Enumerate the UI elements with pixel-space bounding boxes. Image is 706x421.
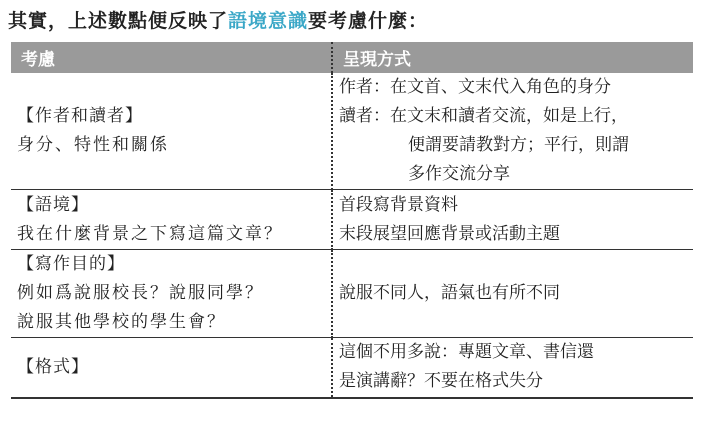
intro-before: 其實，上述數點便反映了	[8, 10, 229, 32]
present-line: 讀者：在文末和讀者交流，如是上行，	[339, 106, 628, 126]
row-title: 【格式】	[17, 356, 89, 377]
row-subtitle: 例如爲說服校長？說服同學？	[17, 283, 264, 303]
table-row	[11, 73, 693, 190]
table-row	[11, 250, 693, 338]
table-header-row	[11, 42, 693, 73]
present-cell	[332, 73, 693, 190]
consider-cell	[11, 250, 332, 338]
row-title: 【語境】	[17, 194, 89, 215]
present-line: 末段展望回應背景或活動主題	[339, 223, 560, 244]
consider-cell	[11, 73, 332, 190]
present-line: 說服不同人，語氣也有所不同	[339, 283, 560, 303]
intro-text	[8, 6, 428, 33]
present-cell	[332, 250, 693, 338]
present-line: 多作交流分享	[408, 164, 510, 184]
present-line: 是演講辭？不要在格式失分	[339, 371, 543, 392]
present-line: 這個不用多說：專題文章、書信還	[339, 342, 594, 363]
considerations-table	[11, 42, 693, 399]
row-subtitle: 我在什麼背景之下寫這篇文章？	[17, 223, 283, 244]
present-line: 便謂要請教對方；平行，則謂	[408, 135, 629, 155]
row-subtitle: 身分、特性和關係	[17, 135, 169, 155]
intro-after: 要考慮什麼：	[308, 10, 429, 32]
header-consider: 考慮	[11, 42, 332, 73]
table-row	[11, 338, 693, 398]
present-line: 作者：在文首、文末代入角色的身分	[339, 77, 611, 97]
consider-cell	[11, 338, 332, 398]
row-subtitle: 說服其他學校的學生會？	[17, 312, 226, 332]
row-title: 【作者和讀者】	[17, 106, 143, 126]
present-line: 首段寫背景資料	[339, 194, 458, 215]
consider-cell	[11, 190, 332, 250]
row-title: 【寫作目的】	[17, 254, 125, 274]
intro-highlight: 語境意識	[228, 10, 309, 32]
table-row	[11, 190, 693, 250]
present-cell	[332, 338, 693, 398]
present-cell	[332, 190, 693, 250]
header-present: 呈現方式	[332, 42, 693, 73]
